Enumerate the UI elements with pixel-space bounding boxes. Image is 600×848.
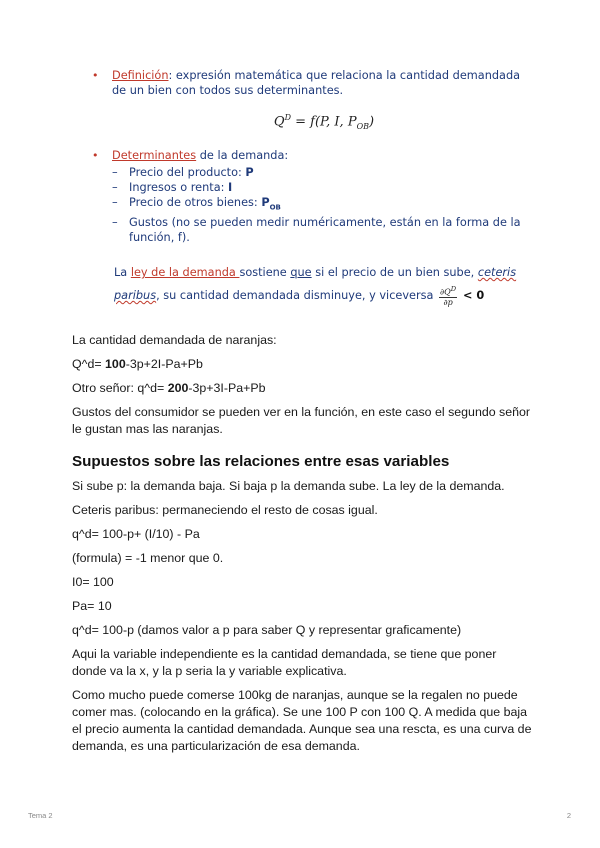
list-item: – Precio de otros bienes: $P_{OB}$ (112, 195, 281, 212)
paragraph: Q^d= 100-3p+2I-Pa+Pb (72, 357, 203, 371)
dash-icon: – (112, 195, 118, 209)
demand-law-statement: La ley de la demanda sostiene que si el precio de un bien sube, ceteris paribus, su cantidad demandada disminuye, y viceversa $\frac{\partial Q^D}{\partial p}$ < 0 (114, 266, 517, 307)
paragraph: (formula) = -1 menor que 0. (72, 551, 224, 565)
footer-chapter: Tema 2 (28, 811, 53, 820)
determinants-bullet (84, 148, 534, 163)
bullet-icon: • (92, 69, 99, 82)
bullet-icon: • (92, 148, 99, 162)
paragraph: q^d= 100-p (damos valor a p para saber Q y representar graficamente) (72, 623, 462, 637)
list-item: – Ingresos o renta: I (112, 180, 233, 194)
notes-body (72, 332, 534, 762)
paragraph: I0= 100 (72, 575, 114, 589)
slide-image (84, 68, 534, 307)
section-heading: Supuestos sobre las relaciones entre esas variables (72, 453, 450, 470)
paragraph: Aqui la variable independiente es la cantidad demandada, se tiene que poner donde va la x, y la p seria la y variable explicativa. (72, 647, 497, 678)
determinants-label: Determinantes (112, 148, 197, 162)
paragraph: Como mucho puede comerse 100kg de naranjas, aunque se la regalen no puede comer mas. (colocando en la gráfica). Se une 100 P con 100 Q. A medida que baja el precio aumenta la cantidad demandada. Aunque sea una rescta, es una curva de demanda, es una particularización de esa demanda. (72, 688, 532, 753)
definition-bullet (84, 68, 534, 98)
list-item: – Gustos (no se pueden medir numéricamente, están en la forma de la función, f). (112, 216, 521, 245)
paragraph: q^d= 100-p+ (I/10) - Pa (72, 527, 200, 541)
paragraph: Gustos del consumidor se pueden ver en la función, en este caso el segundo señor le gustan mas las naranjas. (72, 405, 531, 436)
footer-page-number: 2 (566, 811, 571, 820)
determinants-text: de la demanda: (196, 148, 289, 162)
determinants-list (112, 165, 534, 245)
demand-formula: $Q^D = f(P$, I, $P_{OB}$) (273, 113, 375, 131)
definition-label: Definición (112, 69, 169, 82)
demand-law-link: ley de la demanda (130, 266, 240, 280)
paragraph: Ceteris paribus: permaneciendo el resto de cosas igual. (72, 503, 378, 517)
paragraph: Otro señor: q^d= 200-3p+3I-Pa+Pb (72, 381, 266, 395)
dash-icon: – (112, 216, 118, 230)
dash-icon: – (112, 180, 118, 194)
paragraph: Si sube p: la demanda baja. Si baja p la demanda sube. La ley de la demanda. (72, 479, 505, 493)
paragraph: Pa= 10 (72, 599, 112, 613)
list-item: – Precio del producto: P (112, 165, 254, 179)
dash-icon: – (112, 165, 118, 179)
definition-text: : expresión matemática que relaciona la cantidad demandada de un bien con todos sus determinantes. (112, 69, 521, 97)
paragraph: La cantidad demandada de naranjas: (72, 333, 277, 347)
partial-derivative: $\frac{\partial Q^D}{\partial p}$ (440, 285, 457, 307)
